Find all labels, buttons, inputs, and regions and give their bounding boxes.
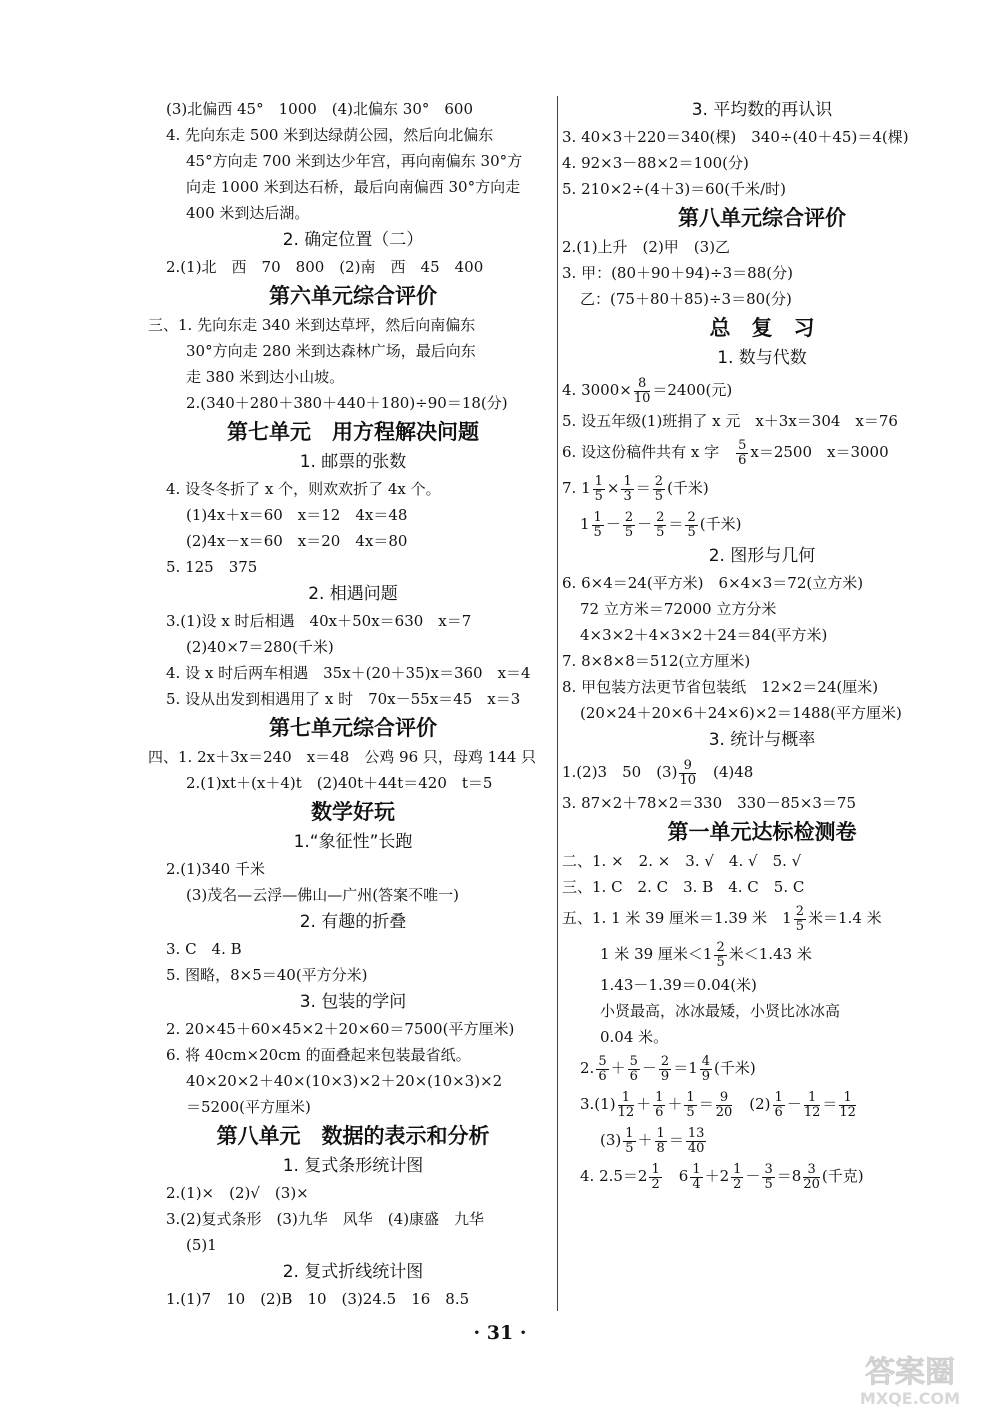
unit-heading: 第七单元 用方程解决问题: [227, 420, 479, 444]
answer-line: 二、1. × 2. × 3. √ 4. √ 5. √: [562, 852, 802, 870]
section-heading: 3. 统计与概率: [708, 730, 816, 750]
unit-heading: 数学好玩: [311, 800, 395, 824]
fraction: $\frac{1}{4}$: [692, 1161, 701, 1192]
unit-heading: 第七单元综合评价: [269, 716, 437, 740]
answer-line: 小贤最高，冰冰最矮，小贤比冰冰高: [600, 1002, 841, 1020]
section-heading: 2. 图形与几何: [708, 546, 816, 566]
fraction: $\frac{5}{6}$: [629, 1053, 638, 1084]
answer-line: 3.(1)设 x 时后相遇 40x＋50x＝630 x＝7: [166, 612, 472, 630]
expr-text: (千米): [714, 1059, 756, 1077]
answer-line: ＝5200(平方厘米): [186, 1098, 311, 1116]
answer-line: 7. 8×8×8＝512(立方厘米): [562, 652, 751, 670]
answer-line: 3.(2)复式条形 (3)九华 风华 (4)康盛 九华: [166, 1210, 485, 1228]
expr-text: 1: [580, 515, 590, 533]
answer-line: 三、1. 先向东走 340 米到达草坪，然后向南偏东: [148, 316, 476, 334]
answer-line: (1)4x＋x＝60 x＝12 4x＝48: [186, 506, 408, 524]
fraction: $\frac{1}{12}$: [803, 1089, 821, 1120]
answer-line: 5. 210×2÷(4＋3)＝60(千米/时): [562, 180, 787, 198]
fraction: $\frac{2}{5}$: [716, 939, 725, 970]
fraction: $\frac{5}{6}$: [598, 1053, 607, 1084]
answer-line: 3.(1) $\frac{1}{12}$ ＋ $\frac{1}{6}$ ＋ $\frac{1}{5}$ ＝ $\frac{9}{20}$ (2) $\frac{1}{6}$ － $\frac{1}{12}$ ＝ $\frac{1}{12}$: [580, 1089, 856, 1120]
answer-line: 4. 先向东走 500 米到达绿荫公园，然后向北偏东: [166, 126, 494, 144]
answer-line: [562, 900, 962, 936]
answer-line: 1 $\frac{1}{5}$ － $\frac{2}{5}$ － $\frac{2}{5}$ ＝ $\frac{2}{5}$ (千米): [580, 509, 742, 540]
answer-line: 走 380 米到达小山坡。: [186, 368, 345, 386]
answer-line: 3. 40×3＋220＝340(棵) 340÷(40＋45)＝4(棵): [562, 128, 909, 146]
answer-line: 4×3×2＋4×3×2＋24＝84(平方米): [580, 626, 828, 644]
unit-heading: 第六单元综合评价: [269, 284, 437, 308]
answer-line: (2)4x－x＝60 x＝20 4x＝80: [186, 532, 408, 550]
section-heading: 1. 邮票的张数: [299, 452, 407, 472]
fraction: $\frac{1}{5}$: [686, 1089, 695, 1120]
answer-line: 2. $\frac{5}{6}$ ＋ $\frac{5}{6}$ － $\frac{2}{9}$ ＝1 $\frac{4}{9}$ (千米): [580, 1053, 756, 1084]
fraction: $\frac{1}{5}$: [625, 1125, 634, 1156]
answer-line: 3. 甲：(80＋90＋94)÷3＝88(分): [562, 264, 793, 282]
expr-text: 米＝1.4 米: [808, 909, 882, 927]
fraction: $\frac{13}{40}$: [687, 1125, 705, 1156]
answer-line: [562, 936, 962, 972]
answer-line: 2.(1)× (2)√ (3)×: [166, 1184, 309, 1202]
expr-text: ＝2400(元): [652, 381, 733, 399]
answer-line: [562, 754, 962, 790]
expr-text: 2.: [580, 1059, 595, 1077]
section-heading: 2. 复式折线统计图: [282, 1262, 424, 1282]
unit-heading: 第八单元综合评价: [678, 206, 846, 230]
svg-text:MXQE.COM: MXQE.COM: [859, 1389, 961, 1408]
fraction: $\frac{2}{5}$: [656, 509, 665, 540]
answer-line: 2.(1)340 千米: [166, 860, 265, 878]
unit-heading: 第八单元 数据的表示和分析: [216, 1124, 490, 1148]
unit-heading: 总 复 习: [709, 316, 815, 340]
answer-line: [562, 372, 962, 408]
fraction: $\frac{1}{2}$: [733, 1161, 742, 1192]
section-heading: 2. 相遇问题: [308, 584, 398, 604]
expr-text: 1.(2)3 50 (3): [562, 763, 678, 781]
expr-text: 五、1. 1 米 39 厘米＝1.39 米 1: [562, 909, 792, 927]
fraction: $\frac{1}{5}$: [593, 509, 602, 540]
section-heading: 1.“象征性”长跑: [293, 832, 413, 852]
expr-text: (3): [600, 1131, 622, 1149]
expr-text: 3.(1): [580, 1095, 616, 1113]
fraction: $\frac{5}{6}$: [738, 437, 747, 468]
fraction: $\frac{2}{9}$: [660, 1053, 670, 1084]
expr-text: (4)48: [713, 763, 754, 781]
answer-line: (3) $\frac{1}{5}$ ＋ $\frac{1}{8}$ ＝ $\frac{13}{40}$: [600, 1125, 705, 1156]
answer-line: 40×20×2＋40×(10×3)×2＋20×(10×3)×2: [186, 1072, 503, 1090]
section-heading: 1. 复式条形统计图: [282, 1156, 424, 1176]
section-heading: 1. 数与代数: [717, 348, 807, 368]
answer-line: 2. 20×45＋60×45×2＋20×60＝7500(平方厘米): [166, 1020, 515, 1038]
expr-text: 1 米 39 厘米＜1: [600, 945, 713, 963]
fraction: $\frac{1}{5}$: [594, 473, 603, 504]
answer-line: 4. 设 x 时后两车相遇 35x＋(20＋35)x＝360 x＝4: [166, 664, 531, 682]
answer-line: 45°方向走 700 米到达少年宫，再向南偏东 30°方: [186, 152, 523, 170]
answer-line: 6. 6×4＝24(平方米) 6×4×3＝72(立方米): [562, 574, 864, 592]
page-number: · 31 ·: [473, 1322, 527, 1344]
fraction: $\frac{1}{8}$: [656, 1125, 665, 1156]
fraction: $\frac{2}{5}$: [624, 509, 634, 540]
fraction: $\frac{9}{20}$: [715, 1089, 733, 1120]
answer-line: 向走 1000 米到达石桥，最后向南偏西 30°方向走: [186, 178, 521, 196]
expr-text: 4. 2.5＝2: [580, 1167, 648, 1185]
expr-text: (千米): [667, 479, 709, 497]
answer-line: 4. 设冬冬折了 x 个，则欢欢折了 4x 个。: [166, 480, 441, 498]
fraction: $\frac{3}{5}$: [764, 1161, 773, 1192]
answer-line: (3)茂名—云浮—佛山—广州(答案不唯一): [186, 886, 459, 904]
answer-line: 0.04 米。: [600, 1028, 669, 1046]
fraction: $\frac{1}{6}$: [655, 1089, 664, 1120]
answer-line: 400 米到达后湖。: [186, 204, 310, 222]
expr-text: 7. 1: [562, 479, 591, 497]
right-column: [562, 96, 962, 1194]
fraction: $\frac{1}{2}$: [651, 1161, 660, 1192]
watermark-logo: [830, 1348, 990, 1410]
fraction: $\frac{2}{5}$: [795, 903, 805, 934]
section-heading: 3. 包装的学问: [299, 992, 407, 1012]
answer-line: 4. 92×3－88×2＝100(分): [562, 154, 749, 172]
fraction: $\frac{1}{3}$: [623, 473, 632, 504]
section-heading: 2. 确定位置（二）: [282, 230, 424, 250]
answer-line: 乙：(75＋80＋85)÷3＝80(分): [580, 290, 792, 308]
section-heading: 3. 平均数的再认识: [691, 100, 833, 120]
answer-line: 5. 图略，8×5＝40(平方分米): [166, 966, 368, 984]
answer-line: 8. 甲包装方法更节省包装纸 12×2＝24(厘米): [562, 678, 879, 696]
section-heading: 2. 有趣的折叠: [299, 912, 407, 932]
answer-line: (20×24＋20×6＋24×6)×2＝1488(平方厘米): [580, 704, 902, 722]
fraction: $\frac{9}{10}$: [679, 757, 696, 788]
answer-line: (2)40×7＝280(千米): [186, 638, 334, 656]
answer-line: 1.(1)7 10 (2)B 10 (3)24.5 16 8.5: [166, 1290, 470, 1308]
answer-line: (3)北偏西 45° 1000 (4)北偏东 30° 600: [166, 100, 474, 118]
answer-line: 2.(1)上升 (2)甲 (3)乙: [562, 238, 731, 256]
expr-text: (千米): [699, 515, 742, 533]
answer-line: 四、1. 2x＋3x＝240 x＝48 公鸡 96 只，母鸡 144 只: [148, 748, 537, 766]
svg-text:答案圈: 答案圈: [865, 1355, 955, 1390]
fraction: $\frac{1}{12}$: [617, 1089, 635, 1120]
expr-text: 米＜1.43 米: [728, 945, 812, 963]
fraction: $\frac{2}{5}$: [654, 473, 664, 504]
answer-line: 5. 设从出发到相遇用了 x 时 70x－55x＝45 x＝3: [166, 690, 521, 708]
fraction: $\frac{1}{6}$: [774, 1089, 783, 1120]
answer-line: [562, 434, 962, 470]
answer-line: 3. C 4. B: [166, 940, 242, 958]
unit-heading: 第一单元达标检测卷: [667, 820, 857, 844]
answer-line: 2.(340＋280＋380＋440＋180)÷90＝18(分): [186, 394, 508, 412]
expr-text: 6. 设这份稿件共有 x 字: [562, 443, 720, 461]
answer-line: 1.43－1.39＝0.04(米): [600, 976, 757, 994]
fraction: $\frac{1}{12}$: [839, 1089, 856, 1120]
answer-line: 7. 1 $\frac{1}{5}$ × $\frac{1}{3}$ ＝ $\frac{2}{5}$ (千米): [562, 473, 709, 504]
answer-line: 30°方向走 280 米到达森林广场，最后向东: [186, 342, 476, 360]
expr-text: (千克): [821, 1167, 864, 1185]
fraction: $\frac{8}{10}$: [633, 375, 651, 406]
fraction: $\frac{3}{20}$: [803, 1161, 820, 1192]
expr-text: x＝2500 x＝3000: [750, 443, 889, 461]
answer-line: 6. 将 40cm×20cm 的面叠起来包装最省纸。: [166, 1046, 471, 1064]
answer-line: 三、1. C 2. C 3. B 4. C 5. C: [562, 878, 805, 896]
answer-line: 5. 125 375: [166, 558, 258, 576]
left-column: [148, 96, 558, 1312]
expr-text: 4. 3000×: [562, 381, 632, 399]
answer-line: 2.(1)xt＋(x＋4)t (2)40t＋44t＝420 t＝5: [186, 774, 493, 792]
fraction: $\frac{2}{5}$: [687, 509, 696, 540]
answer-line: 3. 87×2＋78×2＝330 330－85×3＝75: [562, 794, 857, 812]
answer-line: 4. 2.5＝2 $\frac{1}{2}$ 6 $\frac{1}{4}$ ＋2 $\frac{1}{2}$ － $\frac{3}{5}$ ＝8 $\frac{3}{20}$ (千克): [580, 1161, 864, 1192]
answer-line: (5)1: [186, 1236, 217, 1254]
answer-line: 5. 设五年级(1)班捐了 x 元 x＋3x＝304 x＝76: [562, 412, 898, 430]
answer-line: 2.(1)北 西 70 800 (2)南 西 45 400: [166, 258, 484, 276]
answer-line: 72 立方米＝72000 立方分米: [580, 600, 777, 618]
fraction: $\frac{4}{9}$: [701, 1053, 711, 1084]
